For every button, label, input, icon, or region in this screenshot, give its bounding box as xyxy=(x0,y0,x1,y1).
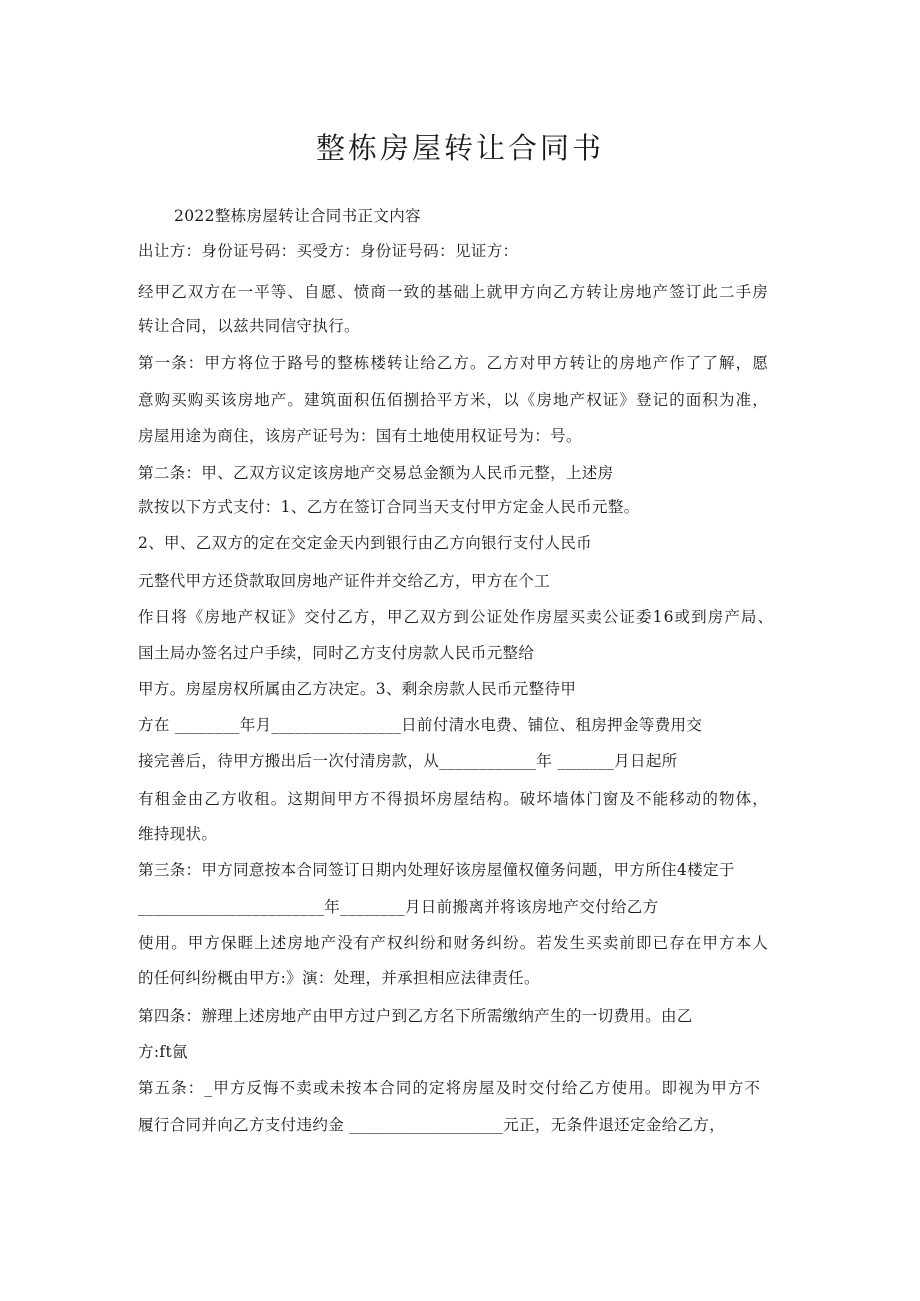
paragraph-line: 使用。甲方保睚上述房地产没有产权纠纷和财务纠纷。若发生买卖前即已存在甲方本人 xyxy=(138,934,769,952)
paragraph-line: 2、甲、乙双方的定在交定金天内到银行由乙方向银行支付人民币 xyxy=(138,534,593,552)
paragraph-line: 维持现状。 xyxy=(138,825,218,843)
paragraph-line: 第五条：_甲方反悔不卖或未按本合同的定将房屋及时交付给乙方使用。即视为甲方不 xyxy=(138,1079,762,1097)
paragraph-line: 甲方。房屋房权所属由乙方决定。3、剩余房款人民币元整待甲 xyxy=(138,680,577,698)
paragraph-line: 有租金由乙方收租。这期间甲方不得损坏房屋结构。破坏墙体门窗及不能移动的物体， xyxy=(138,790,769,808)
paragraph-line: 经甲乙双方在一平等、自愿、愤商一致的基础上就甲方向乙方转让房地产签订此二手房 xyxy=(138,283,769,301)
paragraph-line: _______________________年________月日前搬离并将该房地产交付给乙方 xyxy=(138,898,659,916)
document-title: 整栋房屋转让合同书 xyxy=(315,131,604,165)
paragraph-line: 第三条：甲方同意按本合同签订日期内处理好该房屋僮权僮务问题，甲方所住4楼定于 xyxy=(138,861,735,879)
paragraph-line: 第一条：甲方将位于路号的整栋楼转让给乙方。乙方对甲方转让的房地产作了了解，愿 xyxy=(138,354,769,372)
paragraph-line: 意购买购买该房地产。建筑面积伍佰捌拾平方米，以《房地产权证》登记的面积为准， xyxy=(138,391,769,409)
paragraph-line: 的任何纠纷概由甲方:》演：处理，并承担相应法律责任。 xyxy=(138,969,540,987)
paragraph-line: 转让合同，以兹共同信守执行。 xyxy=(138,317,360,335)
paragraph-line: 履行合同并向乙方支付违约金 ___________________元正，无条件退还定金给乙方， xyxy=(138,1116,726,1134)
paragraph-line: 作日将《房地产权证》交付乙方，甲乙双方到公证处作房屋买卖公证委16或到房产局、 xyxy=(138,608,775,626)
paragraph-line: 方在 ________年月________________日前付清水电费、铺位、租房押金等费用交 xyxy=(138,716,703,734)
paragraph-line: 国土局办签名过户手续，同时乙方支付房款人民币元整给 xyxy=(138,644,535,662)
paragraph-line: 元整代甲方还贷款取回房地产证件并交给乙方，甲方在个工 xyxy=(138,572,551,590)
subtitle-line: 2022整栋房屋转让合同书正文内容 xyxy=(174,207,421,225)
paragraph-line: 款按以下方式支付：1、乙方在签订合同当天支付甲方定金人民币元整。 xyxy=(138,498,640,516)
parties-line: 出让方：身份证号码：买受方：身份证号码：见证方： xyxy=(138,242,519,260)
paragraph-line: 第二条：甲、乙双方议定该房地产交易总金额为人民币元整，上述房 xyxy=(138,464,614,482)
paragraph-line: 接完善后，待甲方搬出后一次付清房款，从____________年 _______月日起所 xyxy=(138,752,678,770)
paragraph-line: 第四条：辦理上述房地产由甲方过户到乙方名下所需缴纳产生的一切费用。由乙 xyxy=(138,1007,693,1025)
paragraph-line: 房屋用途为商住，该房产证号为：国有土地使用权证号为：号。 xyxy=(138,427,582,445)
paragraph-line: 方:ft氤 xyxy=(138,1043,188,1061)
